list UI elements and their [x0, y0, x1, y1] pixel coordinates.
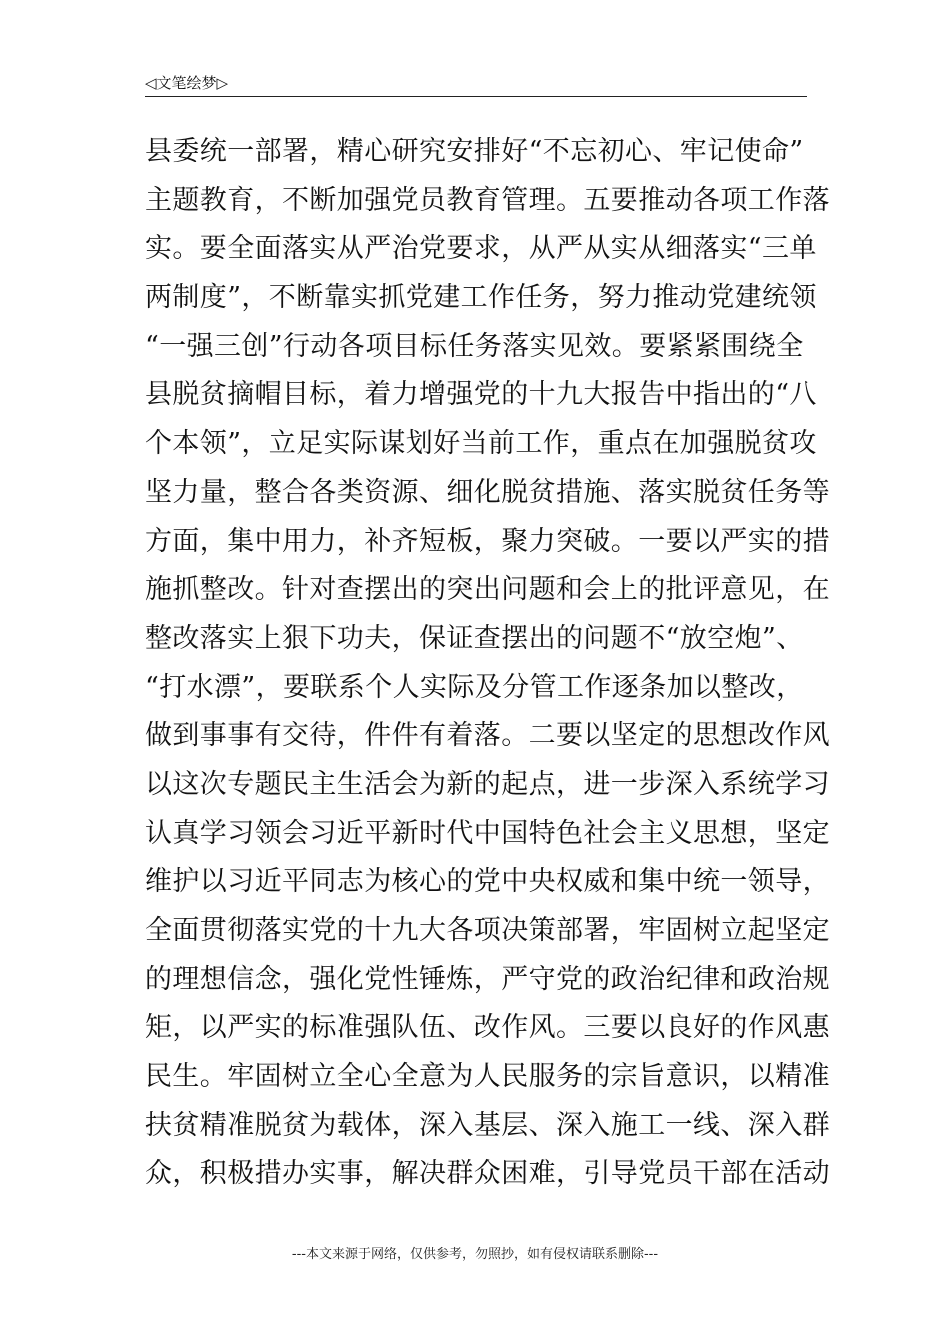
text-line: 整改落实上狠下功夫，保证查摆出的问题不“放空炮”、: [145, 622, 804, 654]
text-line: 民生。牢固树立全心全意为人民服务的宗旨意识，以精准: [145, 1061, 830, 1093]
text-line: 实。要全面落实从严治党要求，从严从实从细落实“三单: [145, 233, 817, 265]
text-line: 施抓整改。针对查摆出的突出问题和会上的批评意见，在: [145, 574, 830, 606]
text-line: 以这次专题民主生活会为新的起点，进一步深入系统学习: [145, 768, 830, 800]
text-line: 全面贯彻落实党的十九大各项决策部署，牢固树立起坚定: [145, 915, 830, 946]
text-line: 县委统一部署，精心研究安排好“不忘初心、牢记使命”: [145, 136, 804, 167]
page-header: [145, 74, 807, 97]
text-line: 认真学习领会习近平新时代中国特色社会主义思想，坚定: [145, 817, 830, 849]
text-line: 做到事事有交待，件件有着落。二要以坚定的思想改作风: [145, 720, 830, 752]
text-line: 主题教育，不断加强党员教育管理。五要推动各项工作落: [145, 184, 830, 216]
body-text: [145, 134, 830, 1205]
text-line: 坚力量，整合各类资源、细化脱贫措施、落实脱贫任务等: [145, 476, 830, 508]
text-line: 维护以习近平同志为核心的党中央权威和集中统一领导，: [145, 866, 830, 898]
text-line: 扶贫精准脱贫为载体，深入基层、深入施工一线、深入群: [145, 1109, 830, 1141]
text-line: “打水漂”，要联系个人实际及分管工作逐条加以整改，: [145, 671, 804, 703]
text-line: “一强三创”行动各项目标任务落实见效。要紧紧围绕全: [145, 330, 804, 362]
header-title: ◁文笔绘梦▷: [145, 74, 229, 92]
text-line: 县脱贫摘帽目标，着力增强党的十九大报告中指出的“八: [145, 379, 817, 411]
text-line: 矩，以严实的标准强队伍、改作风。三要以良好的作风惠: [145, 1012, 830, 1044]
text-line: 个本领”，立足实际谋划好当前工作，重点在加强脱贫攻: [145, 428, 817, 460]
text-line: 众，积极措办实事，解决群众困难，引导党员干部在活动: [145, 1158, 830, 1190]
page-footer: ---本文来源于网络，仅供参考，勿照抄，如有侵权请联系删除---: [291, 1247, 659, 1262]
text-line: 的理想信念，强化党性锤炼，严守党的政治纪律和政治规: [145, 963, 830, 995]
text-line: 方面，集中用力，补齐短板，聚力突破。一要以严实的措: [145, 525, 830, 557]
text-line: 两制度”，不断靠实抓党建工作任务，努力推动党建统领: [145, 282, 817, 314]
